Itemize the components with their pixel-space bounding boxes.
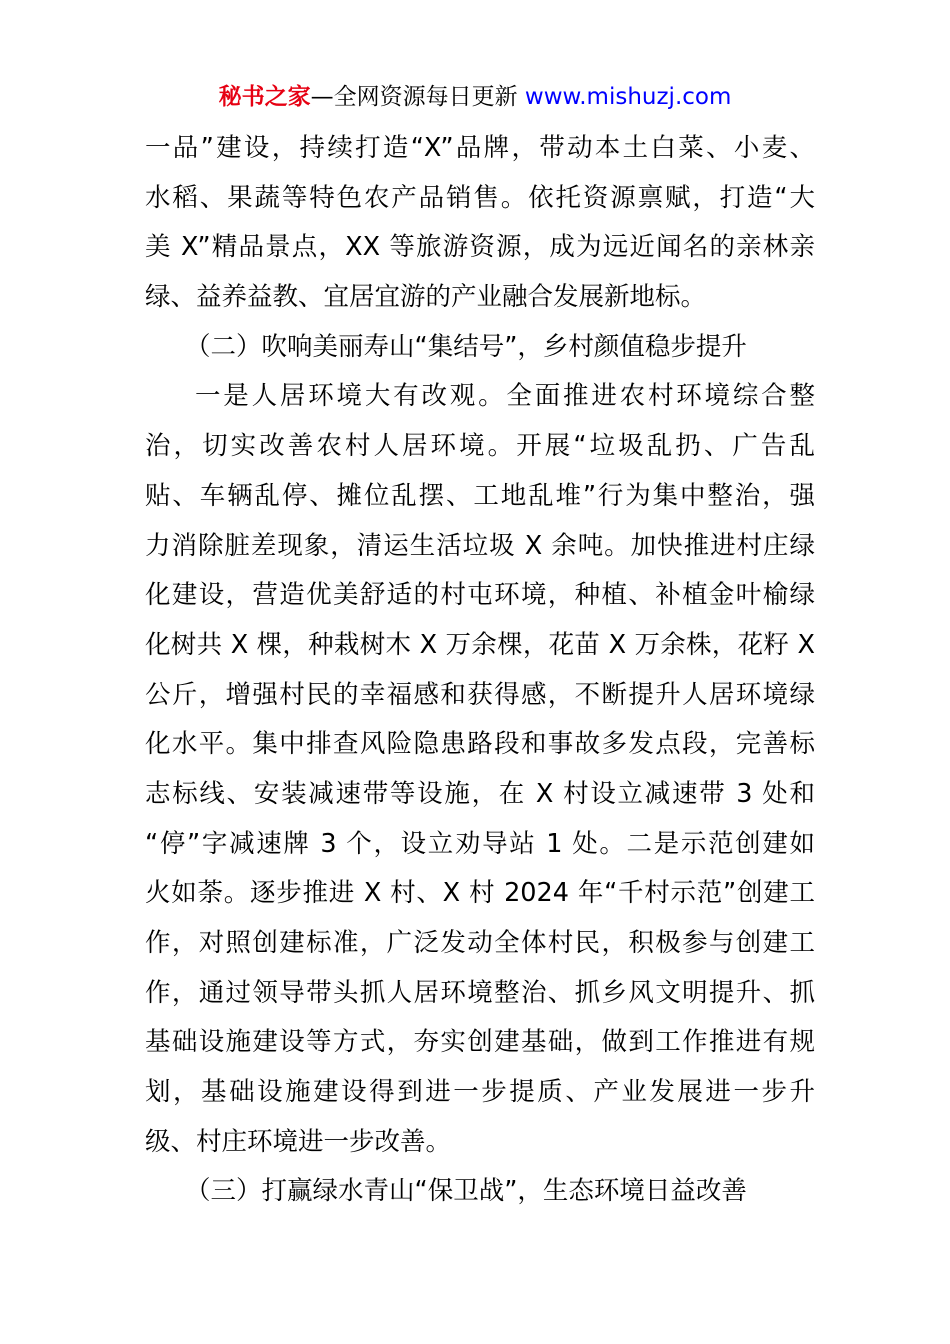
text-line: 力消除脏差现象，清运生活垃圾 X 余吨。加快推进村庄绿 <box>145 530 815 561</box>
text-line: 划，基础设施建设得到进一步提质、产业发展进一步升 <box>145 1077 815 1108</box>
text-line: “停”字减速牌 3 个，设立劝导站 1 处。二是示范创建如 <box>145 828 815 859</box>
text-line: 火如荼。逐步推进 X 村、X 村 2024 年“千村示范”创建工 <box>145 878 815 909</box>
text-line: 化水平。集中排查风险隐患路段和事故多发点段，完善标 <box>145 729 815 760</box>
text-line: 治，切实改善农村人居环境。开展“垃圾乱扔、广告乱 <box>145 431 815 462</box>
section-heading-3: （三）打赢绿水青山“保卫战”，生态环境日益改善 <box>185 1176 747 1207</box>
text-line: 级、村庄环境进一步改善。 <box>145 1126 452 1157</box>
site-url-link[interactable]: www.mishuzj.com <box>524 84 732 110</box>
text-line: 水稻、果蔬等特色农产品销售。依托资源禀赋，打造“大 <box>145 182 815 213</box>
text-line: 基础设施建设等方式，夯实创建基础，做到工作推进有规 <box>145 1027 815 1058</box>
document-body <box>145 124 815 1217</box>
text-line: 一品”建设，持续打造“X”品牌，带动本土白菜、小麦、 <box>145 133 815 163</box>
section-heading-2: （二）吹响美丽寿山“集结号”，乡村颜值稳步提升 <box>185 331 747 362</box>
text-line: 作，通过领导带头抓人居环境整治、抓乡风文明提升、抓 <box>145 977 815 1008</box>
text-line: 志标线、安装减速带等设施，在 X 村设立减速带 3 处和 <box>145 778 815 809</box>
text-line: 绿、益养益教、宜居宜游的产业融合发展新地标。 <box>145 282 707 313</box>
site-tagline: —全网资源每日更新 <box>310 84 525 110</box>
text-line: 作，对照创建标准，广泛发动全体村民，积极参与创建工 <box>145 928 815 958</box>
site-brand: 秘书之家 <box>218 84 311 110</box>
text-line: 美 X”精品景点，XX 等旅游资源，成为远近闻名的亲林亲 <box>145 232 815 263</box>
text-line: 贴、车辆乱停、摊位乱摆、工地乱堆”行为集中整治，强 <box>145 480 815 511</box>
text-line: 化建设，营造优美舒适的村屯环境，种植、补植金叶榆绿 <box>145 580 815 611</box>
paragraph-start: 一是人居环境大有改观。全面推进农村环境综合整 <box>195 381 815 412</box>
site-header <box>0 80 950 114</box>
text-line: 公斤，增强村民的幸福感和获得感，不断提升人居环境绿 <box>145 679 815 710</box>
text-line: 化树共 X 棵，种栽树木 X 万余棵，花苗 X 万余株，花籽 X <box>145 629 815 660</box>
